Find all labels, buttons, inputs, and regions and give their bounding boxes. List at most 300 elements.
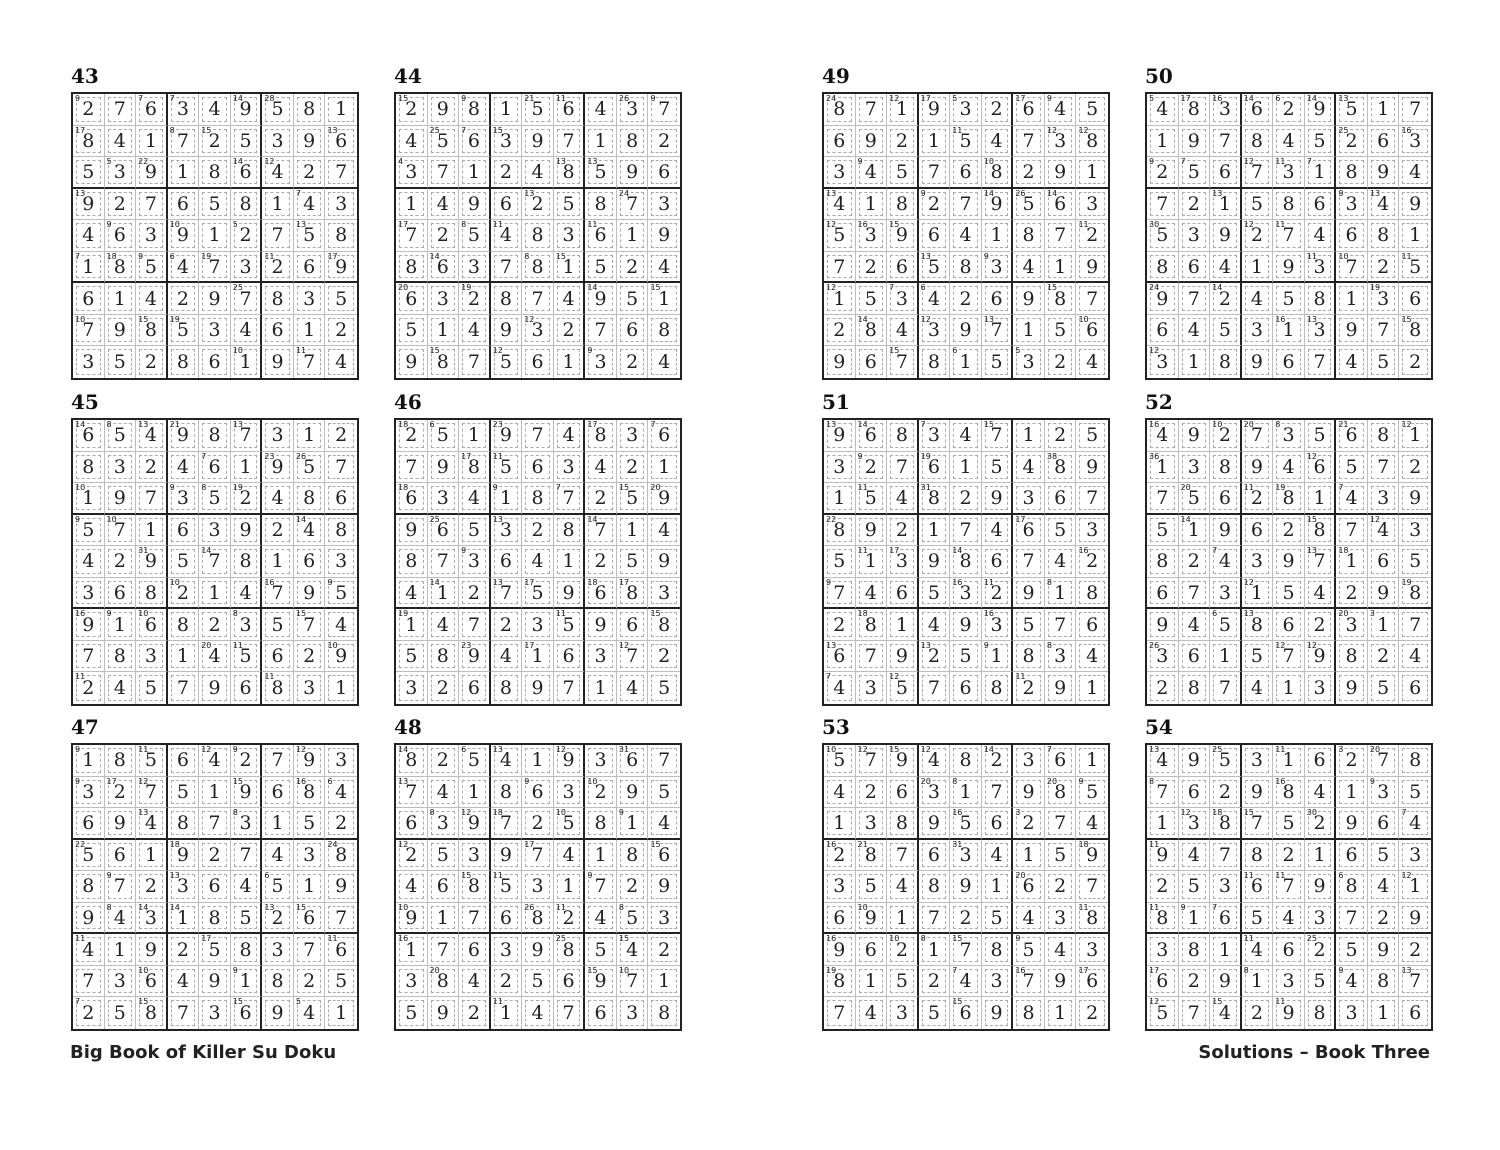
cell-digit: 5 — [1218, 749, 1231, 772]
cell-digit: 2 — [144, 455, 157, 478]
cell-digit: 5 — [1054, 843, 1067, 866]
grid-cell — [491, 546, 523, 578]
grid-cell — [294, 934, 326, 966]
cell-digit: 7 — [626, 192, 639, 215]
grid-cell — [231, 346, 263, 378]
cage-sum: 6 — [461, 745, 467, 754]
cell-digit: 2 — [436, 677, 449, 700]
cell-digit: 5 — [1022, 192, 1035, 215]
cage-sum: 11 — [1275, 745, 1286, 754]
grid-cell — [105, 966, 137, 998]
grid-cell — [554, 997, 586, 1029]
grid-cell — [887, 546, 919, 578]
grid-cell — [1179, 252, 1211, 284]
grid-cell — [554, 483, 586, 515]
grid-cell — [982, 934, 1014, 966]
grid-cell — [459, 94, 491, 126]
cage-sum: 13 — [295, 220, 307, 230]
grid-cell — [1013, 672, 1045, 704]
grid-cell — [136, 777, 168, 809]
grid-cell — [262, 283, 294, 315]
grid-cell — [856, 609, 888, 641]
grid-cell — [1368, 672, 1400, 704]
cell-digit: 7 — [499, 581, 512, 604]
cell-digit: 3 — [239, 811, 252, 834]
sudoku-grid — [1145, 743, 1433, 1031]
grid-cell — [1210, 94, 1242, 126]
grid-cell — [824, 94, 856, 126]
cell-digit: 8 — [1282, 486, 1295, 509]
cage-sum: 25 — [1212, 745, 1223, 754]
grid-cell — [1305, 609, 1337, 641]
cell-digit: 7 — [303, 938, 316, 961]
grid-cell — [231, 578, 263, 610]
cage-sum: 15 — [295, 609, 307, 619]
grid-cell — [950, 840, 982, 872]
cell-digit: 4 — [499, 224, 512, 247]
grid-cell — [856, 840, 888, 872]
cage-sum: 14 — [398, 745, 409, 754]
cell-digit: 3 — [1086, 518, 1099, 541]
cell-digit: 1 — [335, 98, 348, 121]
cell-digit: 6 — [658, 424, 671, 447]
cell-digit: 8 — [594, 811, 607, 834]
grid-cell — [396, 871, 428, 903]
cell-digit: 1 — [895, 98, 908, 121]
grid-cell — [73, 808, 105, 840]
cell-digit: 7 — [1086, 287, 1099, 310]
cell-digit: 2 — [594, 486, 607, 509]
cell-digit: 8 — [626, 581, 639, 604]
cage-sum: 11 — [1078, 220, 1089, 230]
cell-digit: 8 — [335, 224, 348, 247]
cage-sum: 9 — [1078, 776, 1084, 786]
grid-cell — [168, 546, 200, 578]
puzzle-number: 51 — [822, 390, 850, 414]
cell-digit: 8 — [833, 98, 846, 121]
grid-cell — [648, 966, 680, 998]
grid-cell — [428, 315, 460, 347]
grid-cell — [396, 808, 428, 840]
grid-cell — [294, 641, 326, 673]
cage-sum: 13 — [1149, 745, 1160, 754]
grid-cell — [887, 420, 919, 452]
grid-cell — [1210, 283, 1242, 315]
cell-digit: 7 — [1022, 970, 1035, 993]
cell-digit: 5 — [959, 645, 972, 668]
cell-digit: 1 — [927, 518, 940, 541]
grid-cell — [982, 252, 1014, 284]
cell-digit: 9 — [405, 906, 418, 929]
cell-digit: 7 — [335, 906, 348, 929]
grid-cell — [136, 672, 168, 704]
grid-cell — [554, 546, 586, 578]
cell-digit: 8 — [239, 938, 252, 961]
grid-cell — [950, 157, 982, 189]
grid-cell — [1179, 157, 1211, 189]
cell-digit: 8 — [626, 129, 639, 152]
cage-sum: 9 — [327, 577, 333, 587]
cell-digit: 9 — [658, 550, 671, 573]
cell-digit: 8 — [895, 811, 908, 834]
cell-digit: 3 — [1313, 677, 1326, 700]
cell-digit: 8 — [927, 351, 940, 374]
cell-digit: 4 — [658, 811, 671, 834]
cell-digit: 3 — [113, 455, 126, 478]
grid-cell — [950, 420, 982, 452]
cage-sum: 12 — [1243, 157, 1254, 167]
cell-digit: 7 — [626, 970, 639, 993]
grid-cell — [1210, 672, 1242, 704]
grid-cell — [294, 808, 326, 840]
grid-cell — [459, 609, 491, 641]
grid-cell — [294, 840, 326, 872]
cell-digit: 6 — [990, 550, 1003, 573]
grid-cell — [856, 283, 888, 315]
cell-digit: 6 — [1086, 319, 1099, 342]
grid-cell — [262, 966, 294, 998]
cage-sum: 15 — [461, 871, 472, 881]
cell-digit: 5 — [405, 1002, 418, 1025]
cell-digit: 1 — [113, 287, 126, 310]
grid-cell — [1013, 808, 1045, 840]
cell-digit: 7 — [1377, 319, 1390, 342]
grid-cell — [1179, 609, 1211, 641]
cell-digit: 1 — [303, 424, 316, 447]
cage-sum: 16 — [1015, 965, 1026, 975]
grid-cell — [396, 157, 428, 189]
cell-digit: 3 — [990, 613, 1003, 636]
cell-digit: 5 — [239, 906, 252, 929]
grid-cell — [491, 157, 523, 189]
cell-digit: 7 — [531, 287, 544, 310]
grid-cell — [1273, 346, 1305, 378]
cell-digit: 4 — [1156, 749, 1169, 772]
cage-sum: 12 — [1369, 514, 1381, 524]
cell-digit: 7 — [594, 319, 607, 342]
cage-sum: 6 — [1338, 871, 1344, 881]
cell-digit: 6 — [1054, 192, 1067, 215]
grid-cell — [950, 966, 982, 998]
cell-digit: 6 — [864, 351, 877, 374]
cell-digit: 9 — [833, 424, 846, 447]
cage-sum: 25 — [1338, 125, 1349, 135]
grid-cell — [459, 346, 491, 378]
grid-cell — [105, 157, 137, 189]
grid-cell — [491, 315, 523, 347]
cell-digit: 3 — [271, 424, 284, 447]
grid-cell — [1399, 315, 1431, 347]
cage-sum: 5 — [295, 997, 301, 1007]
cell-digit: 2 — [1218, 424, 1231, 447]
grid-cell — [396, 745, 428, 777]
grid-cell — [491, 452, 523, 484]
grid-cell — [199, 808, 231, 840]
cell-digit: 4 — [1377, 518, 1390, 541]
grid-cell — [262, 515, 294, 547]
cell-digit: 2 — [658, 129, 671, 152]
grid-cell — [856, 189, 888, 221]
grid-cell — [887, 126, 919, 158]
cell-digit: 2 — [626, 875, 639, 898]
cage-sum: 15 — [1401, 314, 1412, 324]
cell-digit: 5 — [499, 455, 512, 478]
cell-digit: 2 — [499, 970, 512, 993]
grid-cell — [585, 420, 617, 452]
cell-digit: 9 — [303, 749, 316, 772]
cage-sum: 9 — [587, 346, 593, 356]
cell-digit: 9 — [1156, 613, 1169, 636]
grid-cell — [1242, 483, 1274, 515]
cage-sum: 16 — [857, 220, 868, 230]
grid-cell — [1045, 966, 1077, 998]
grid-cell — [396, 252, 428, 284]
cell-digit: 8 — [1054, 780, 1067, 803]
grid-cell — [887, 189, 919, 221]
grid-cell — [919, 420, 951, 452]
cage-sum: 15 — [650, 609, 661, 619]
cell-digit: 9 — [1187, 424, 1200, 447]
cage-sum: 28 — [264, 94, 275, 103]
cell-digit: 6 — [990, 811, 1003, 834]
cell-digit: 2 — [208, 613, 221, 636]
cell-digit: 1 — [959, 351, 972, 374]
cell-digit: 5 — [82, 160, 95, 183]
cage-sum: 14 — [201, 546, 212, 556]
cell-digit: 9 — [113, 811, 126, 834]
cell-digit: 3 — [335, 192, 348, 215]
grid-cell — [491, 934, 523, 966]
cell-digit: 8 — [303, 486, 316, 509]
grid-cell — [199, 483, 231, 515]
grid-cell — [1336, 346, 1368, 378]
cell-digit: 3 — [1313, 319, 1326, 342]
cage-sum: 12 — [1243, 577, 1254, 587]
grid-cell — [648, 157, 680, 189]
cell-digit: 3 — [1250, 550, 1263, 573]
grid-cell — [1305, 871, 1337, 903]
grid-cell — [294, 346, 326, 378]
grid-cell — [1210, 578, 1242, 610]
puzzle-number: 53 — [822, 715, 850, 739]
grid-cell — [1399, 94, 1431, 126]
grid-cell — [73, 126, 105, 158]
cell-digit: 5 — [1086, 780, 1099, 803]
cell-digit: 6 — [1377, 129, 1390, 152]
grid-cell — [262, 252, 294, 284]
cell-digit: 7 — [927, 677, 940, 700]
cage-sum: 20 — [398, 283, 409, 293]
cell-digit: 4 — [1313, 780, 1326, 803]
grid-cell — [1336, 808, 1368, 840]
grid-cell — [73, 94, 105, 126]
cell-digit: 9 — [1313, 875, 1326, 898]
grid-cell — [136, 641, 168, 673]
cell-digit: 7 — [1218, 843, 1231, 866]
cell-digit: 3 — [864, 677, 877, 700]
cell-digit: 8 — [239, 192, 252, 215]
cage-sum: 30 — [1306, 808, 1317, 818]
cell-digit: 9 — [658, 224, 671, 247]
grid-cell — [887, 777, 919, 809]
cell-digit: 9 — [1054, 160, 1067, 183]
cage-sum: 7 — [461, 125, 467, 135]
cell-digit: 9 — [1345, 677, 1358, 700]
cell-digit: 5 — [959, 129, 972, 152]
cage-sum: 9 — [75, 776, 81, 786]
grid-cell — [554, 420, 586, 452]
cell-digit: 6 — [531, 780, 544, 803]
grid-cell — [1336, 252, 1368, 284]
cell-digit: 2 — [990, 98, 1003, 121]
grid-cell — [919, 157, 951, 189]
grid-cell — [1210, 483, 1242, 515]
grid-cell — [585, 252, 617, 284]
cell-digit: 2 — [531, 518, 544, 541]
cell-digit: 2 — [864, 255, 877, 278]
cell-digit: 4 — [990, 129, 1003, 152]
cage-sum: 10 — [75, 314, 86, 324]
cage-sum: 22 — [75, 839, 86, 849]
cell-digit: 1 — [594, 677, 607, 700]
cage-sum: 24 — [1149, 283, 1160, 293]
grid-cell — [262, 808, 294, 840]
grid-cell — [522, 420, 554, 452]
grid-cell — [585, 126, 617, 158]
cage-sum: 19 — [1275, 483, 1286, 493]
cell-digit: 3 — [1345, 613, 1358, 636]
cell-digit: 6 — [1218, 906, 1231, 929]
cage-sum: 15 — [650, 283, 661, 293]
cell-digit: 1 — [467, 160, 480, 183]
cell-digit: 2 — [113, 192, 126, 215]
cell-digit: 1 — [1313, 486, 1326, 509]
cage-sum: 8 — [1046, 577, 1052, 587]
cell-digit: 4 — [82, 938, 95, 961]
grid-cell — [887, 315, 919, 347]
cell-digit: 2 — [959, 287, 972, 310]
cell-digit: 8 — [658, 613, 671, 636]
cell-digit: 7 — [594, 875, 607, 898]
cage-sum: 11 — [1306, 251, 1317, 261]
grid-cell — [1399, 515, 1431, 547]
cell-digit: 7 — [895, 351, 908, 374]
cage-sum: 11 — [555, 902, 566, 912]
cell-digit: 1 — [405, 613, 418, 636]
grid-cell — [1242, 578, 1274, 610]
cell-digit: 1 — [303, 319, 316, 342]
cell-digit: 2 — [531, 192, 544, 215]
cell-digit: 7 — [562, 1002, 575, 1025]
grid-cell — [648, 840, 680, 872]
cage-sum: 17 — [461, 451, 472, 461]
grid-cell — [491, 420, 523, 452]
grid-cell — [199, 934, 231, 966]
cage-sum: 14 — [1180, 514, 1191, 524]
grid-cell — [1242, 315, 1274, 347]
cell-digit: 1 — [208, 780, 221, 803]
cell-digit: 5 — [1345, 98, 1358, 121]
cage-sum: 20 — [1046, 776, 1058, 786]
cage-sum: 19 — [920, 451, 931, 461]
cell-digit: 6 — [239, 1002, 252, 1025]
cell-digit: 1 — [303, 875, 316, 898]
cage-sum: 10 — [398, 902, 409, 912]
cage-sum: 9 — [106, 871, 112, 881]
cell-digit: 6 — [499, 192, 512, 215]
grid-cell — [887, 452, 919, 484]
grid-cell — [1305, 220, 1337, 252]
cell-digit: 8 — [144, 581, 157, 604]
cell-digit: 2 — [271, 518, 284, 541]
grid-cell — [1273, 546, 1305, 578]
grid-cell — [1336, 189, 1368, 221]
cage-sum: 12 — [920, 314, 931, 324]
cell-digit: 6 — [271, 780, 284, 803]
cage-sum: 11 — [1243, 483, 1254, 493]
grid-cell — [617, 609, 649, 641]
grid-cell — [1210, 220, 1242, 252]
cell-digit: 2 — [562, 319, 575, 342]
cell-digit: 4 — [531, 1002, 544, 1025]
grid-cell — [1336, 966, 1368, 998]
cell-digit: 5 — [1054, 518, 1067, 541]
cell-digit: 1 — [1218, 192, 1231, 215]
cell-digit: 6 — [405, 811, 418, 834]
cell-digit: 7 — [144, 192, 157, 215]
grid-cell — [168, 609, 200, 641]
grid-cell — [459, 934, 491, 966]
cage-sum: 20 — [1015, 871, 1026, 881]
cage-sum: 14 — [138, 902, 149, 912]
grid-cell — [428, 420, 460, 452]
grid-cell — [1368, 220, 1400, 252]
grid-cell — [982, 94, 1014, 126]
cell-digit: 2 — [436, 749, 449, 772]
grid-cell — [1045, 283, 1077, 315]
grid-cell — [982, 840, 1014, 872]
cage-sum: 12 — [889, 94, 900, 103]
cage-sum: 21 — [169, 420, 180, 429]
grid-cell — [73, 871, 105, 903]
cell-digit: 7 — [405, 780, 418, 803]
cell-digit: 8 — [1086, 906, 1099, 929]
cell-digit: 4 — [864, 160, 877, 183]
cell-digit: 3 — [239, 255, 252, 278]
cell-digit: 1 — [1054, 255, 1067, 278]
cage-sum: 7 — [169, 94, 175, 103]
cage-sum: 7 — [920, 420, 926, 429]
cell-digit: 7 — [82, 970, 95, 993]
cage-sum: 9 — [75, 514, 81, 524]
grid-cell — [950, 252, 982, 284]
cage-sum: 14 — [857, 314, 868, 324]
grid-cell — [824, 315, 856, 347]
grid-cell — [199, 578, 231, 610]
sudoku-grid — [822, 418, 1110, 706]
cell-digit: 9 — [990, 1002, 1003, 1025]
cell-digit: 6 — [1054, 749, 1067, 772]
cell-digit: 3 — [467, 843, 480, 866]
cell-digit: 9 — [1022, 780, 1035, 803]
cage-sum: 10 — [1338, 251, 1349, 261]
cage-sum: 11 — [1275, 997, 1286, 1007]
grid-cell — [1179, 934, 1211, 966]
grid-cell — [554, 808, 586, 840]
grid-cell — [136, 578, 168, 610]
cage-sum: 13 — [983, 314, 994, 324]
grid-cell — [1242, 641, 1274, 673]
